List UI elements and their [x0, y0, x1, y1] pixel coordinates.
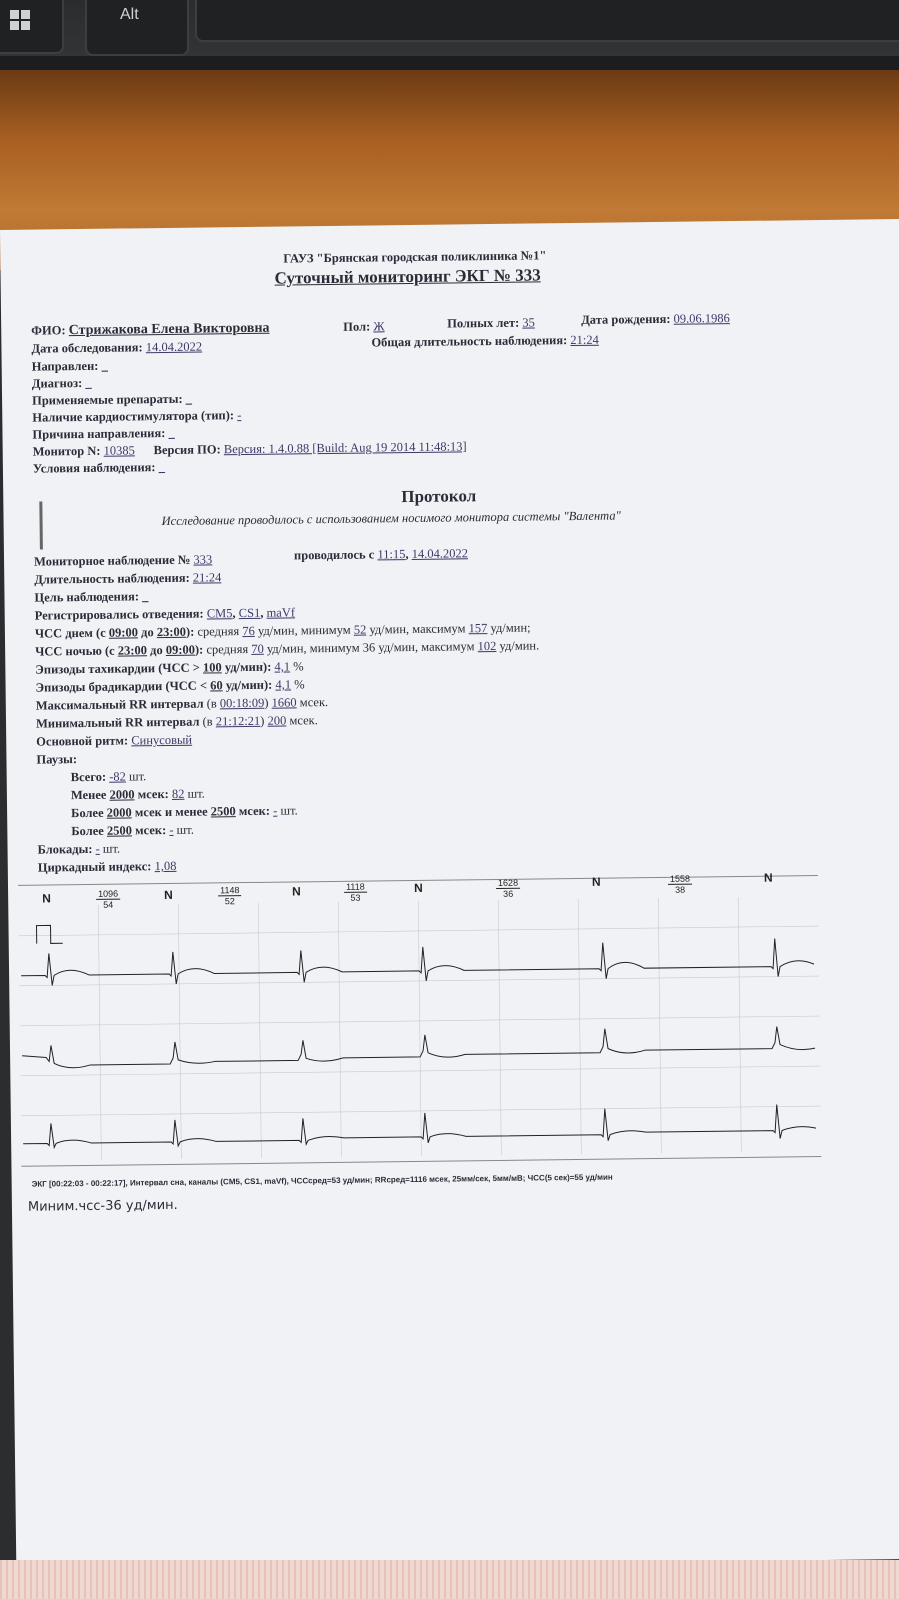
ecg-strip	[18, 870, 821, 1167]
ecg-grid-and-traces	[18, 876, 821, 1166]
document-page	[0, 219, 899, 1570]
age-row: Полных лет: 35	[447, 315, 535, 331]
max-rr-row: Максимальный RR интервал (в 00:18:09) 1660 мсек.	[35, 695, 329, 713]
beat-label-2: N	[164, 887, 173, 903]
org-name: ГАУЗ "Брянская городская поликлиника №1"	[283, 248, 547, 266]
pauses-lt-row: Менее 2000 мсек: 82 шт.	[70, 786, 205, 803]
circadian-row: Циркадный индекс: 1,08	[37, 858, 177, 875]
reason-row: Причина направления: _	[32, 425, 175, 442]
beat-label-5: N	[591, 874, 601, 889]
hr-night-row: ЧСС ночью (с 23:00 до 09:00): средняя 70 уд/мин, минимум 36 уд/мин, максимум 102 уд/мин.	[35, 638, 540, 659]
blocks-row: Блокады: - шт.	[37, 841, 121, 857]
rr-interval-5: 1558 38	[668, 874, 692, 895]
windows-key	[0, 0, 64, 54]
pauses-between-row: Более 2000 мсек и менее 2500 мсек: - шт.	[71, 803, 298, 821]
protocol-subtitle: Исследование проводилось с использованием носимого монитора системы "Валента"	[161, 508, 621, 529]
pauses-gt-row: Более 2500 мсек: - шт.	[71, 822, 194, 839]
fio-row: ФИО: Стрижакова Елена Викторовна	[31, 320, 270, 339]
rr-interval-3: 1118 53	[344, 882, 367, 903]
beat-label-1: N	[42, 891, 51, 906]
birth-row: Дата рождения: 09.06.1986	[581, 311, 730, 327]
rr-interval-1: 1096 54	[96, 889, 120, 910]
windows-logo-icon	[10, 10, 30, 30]
protocol-title: Протокол	[401, 486, 477, 507]
rr-interval-4: 1628 36	[496, 878, 520, 899]
paper-stack-edge	[0, 1560, 899, 1599]
pauses-heading: Паузы:	[36, 752, 78, 767]
margin-mark	[39, 502, 43, 550]
tachy-row: Эпизоды тахикардии (ЧСС > 100 уд/мин): 4,1 %	[35, 659, 304, 677]
exam-date-row: Дата обследования: 14.04.2022	[31, 339, 203, 356]
doc-title: Суточный мониторинг ЭКГ № 333	[274, 265, 541, 288]
monitor-row: Монитор N: 10385 Версия ПО: Версия: 1.4.0.88 [Build: Aug 19 2014 11:48:13]	[32, 439, 467, 459]
diagnosis-row: Диагноз: _	[31, 375, 92, 391]
rr-interval-2: 1148 52	[218, 885, 242, 906]
sex-row: Пол: Ж	[343, 319, 385, 334]
beat-label-3: N	[292, 884, 301, 899]
space-key	[195, 0, 899, 42]
leads-row: Регистрировались отведения: CM5, CS1, maVf	[34, 605, 296, 623]
brady-row: Эпизоды брадикардии (ЧСС < 60 уд/мин): 4,1 %	[35, 677, 305, 695]
beat-label-4: N	[413, 880, 423, 895]
hr-day-row: ЧСС днем (с 09:00 до 23:00): средняя 76 уд/мин, минимум 52 уд/мин, максимум 157 уд/мин;	[34, 620, 531, 641]
rhythm-row: Основной ритм: Синусовый	[36, 732, 193, 749]
protocol-duration-row: Длительность наблюдения: 21:24	[34, 570, 222, 587]
referred-row: Направлен: _	[31, 358, 108, 374]
handwritten-note: Миним.чсс-36 уд/мин.	[27, 1197, 178, 1215]
patient-name: Стрижакова Елена Викторовна	[68, 320, 270, 339]
beat-label-6: N	[763, 870, 773, 885]
pauses-total-row: Всего: -82 шт.	[70, 769, 147, 785]
ecg-caption: ЭКГ [00:22:03 - 00:22:17], Интервал сна, каналы (CM5, CS1, maVf), ЧССсред=53 уд/мин; RRсред=1116 мсек, 25мм/сек, 5мм/мВ; ЧСС(5 сек)=55 уд/мин	[31, 1172, 613, 1189]
started-row: проводилось с 11:15, 14.04.2022	[293, 546, 468, 563]
conditions-row: Условия наблюдения: _	[32, 460, 165, 476]
total-duration-row: Общая длительность наблюдения: 21:24	[371, 332, 599, 350]
monitoring-row: Мониторное наблюдение № 333	[33, 552, 213, 569]
goal-row: Цель наблюдения: _	[34, 589, 149, 605]
pacer-row: Наличие кардиостимулятора (тип): -	[32, 408, 242, 425]
drugs-row: Применяемые препараты: _	[32, 391, 193, 408]
min-rr-row: Минимальный RR интервал (в 21:12:21) 200 мсек.	[35, 713, 318, 731]
alt-key: Alt	[85, 0, 189, 56]
